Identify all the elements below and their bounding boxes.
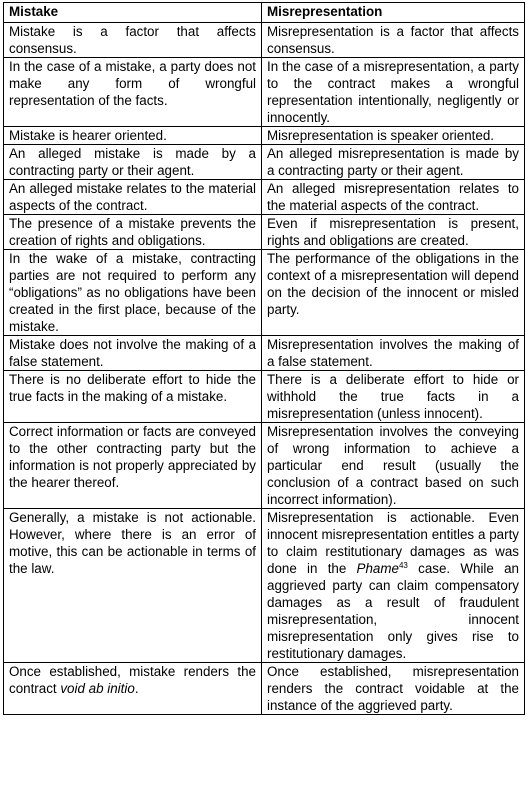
- table-row: [4, 250, 525, 336]
- table-row: [4, 215, 525, 250]
- misrepresentation-cell: Misrepresentation involves the conveying of wrong information to achieve a particular end result (usually the conclusion of a contract based on such incorrect information).: [262, 423, 525, 509]
- table-row: [4, 509, 525, 663]
- mistake-cell: Mistake is hearer oriented.: [4, 127, 262, 145]
- table-row: [4, 180, 525, 215]
- misrepresentation-cell: There is a deliberate effort to hide or withhold the true facts in a misrepresentation (unless innocent).: [262, 371, 525, 423]
- table-row: [4, 145, 525, 180]
- column-header-misrepresentation: Misrepresentation: [262, 3, 525, 23]
- header-row: [4, 3, 525, 23]
- column-header-mistake: Mistake: [4, 3, 262, 23]
- mistake-cell: In the case of a mistake, a party does not make any form of wrongful representation of the facts.: [4, 58, 262, 127]
- misrepresentation-cell: In the case of a misrepresentation, a party to the contract makes a wrongful representation intentionally, negligently or innocently.: [262, 58, 525, 127]
- mistake-cell: An alleged mistake is made by a contracting party or their agent.: [4, 145, 262, 180]
- misrepresentation-cell: An alleged misrepresentation relates to the material aspects of the contract.: [262, 180, 525, 215]
- misrepresentation-cell: An alleged misrepresentation is made by a contracting party or their agent.: [262, 145, 525, 180]
- mistake-cell: There is no deliberate effort to hide the true facts in the making of a mistake.: [4, 371, 262, 423]
- misrepresentation-cell: Misrepresentation is speaker oriented.: [262, 127, 525, 145]
- misrepresentation-text: Misrepresentation is actionable. Even innocent misrepresentation entitles a party to claim restitutionary damages as was done in the: [267, 510, 519, 576]
- mistake-text: Once established, mistake renders the contract: [9, 664, 256, 696]
- mistake-cell: Generally, a mistake is not actionable. However, where there is an error of motive, this can be actionable in terms of the law.: [4, 509, 262, 663]
- misrepresentation-cell: Even if misrepresentation is present, rights and obligations are created.: [262, 215, 525, 250]
- footnote-marker: 43: [398, 561, 408, 570]
- table-row: [4, 371, 525, 423]
- table-row: [4, 663, 525, 715]
- misrepresentation-text: case. While an aggrieved party can claim compensatory damages as a result of fraudulent misrepresentation, innocent misrepresentation only gives rise to restitutionary damages.: [267, 561, 519, 661]
- table-row: [4, 336, 525, 371]
- misrepresentation-cell: Misrepresentation is a factor that affects consensus.: [262, 23, 525, 58]
- mistake-text: .: [134, 681, 139, 696]
- table-row: [4, 23, 525, 58]
- mistake-cell: In the wake of a mistake, contracting parties are not required to perform any “obligations” as no obligations have been created in the first place, because of the mistake.: [4, 250, 262, 336]
- mistake-cell: Mistake does not involve the making of a false statement.: [4, 336, 262, 371]
- mistake-cell: The presence of a mistake prevents the creation of rights and obligations.: [4, 215, 262, 250]
- table-row: [4, 127, 525, 145]
- misrepresentation-cell: Once established, misrepresentation renders the contract voidable at the instance of the aggrieved party.: [262, 663, 525, 715]
- mistake-cell: An alleged mistake relates to the material aspects of the contract.: [4, 180, 262, 215]
- misrepresentation-cell: The performance of the obligations in the context of a misrepresentation will depend on the decision of the innocent or misled party.: [262, 250, 525, 336]
- mistake-cell: Correct information or facts are conveyed to the other contracting party but the information is not properly appreciated by the hearer thereof.: [4, 423, 262, 509]
- mistake-cell: Mistake is a factor that affects consensus.: [4, 23, 262, 58]
- case-name: Phame: [356, 561, 399, 576]
- misrepresentation-cell: [262, 509, 525, 663]
- mistake-cell: [4, 663, 262, 715]
- comparison-table: [3, 2, 525, 715]
- latin-phrase: void ab initio: [60, 681, 135, 696]
- table-row: [4, 58, 525, 127]
- misrepresentation-cell: Misrepresentation involves the making of a false statement.: [262, 336, 525, 371]
- table-row: [4, 423, 525, 509]
